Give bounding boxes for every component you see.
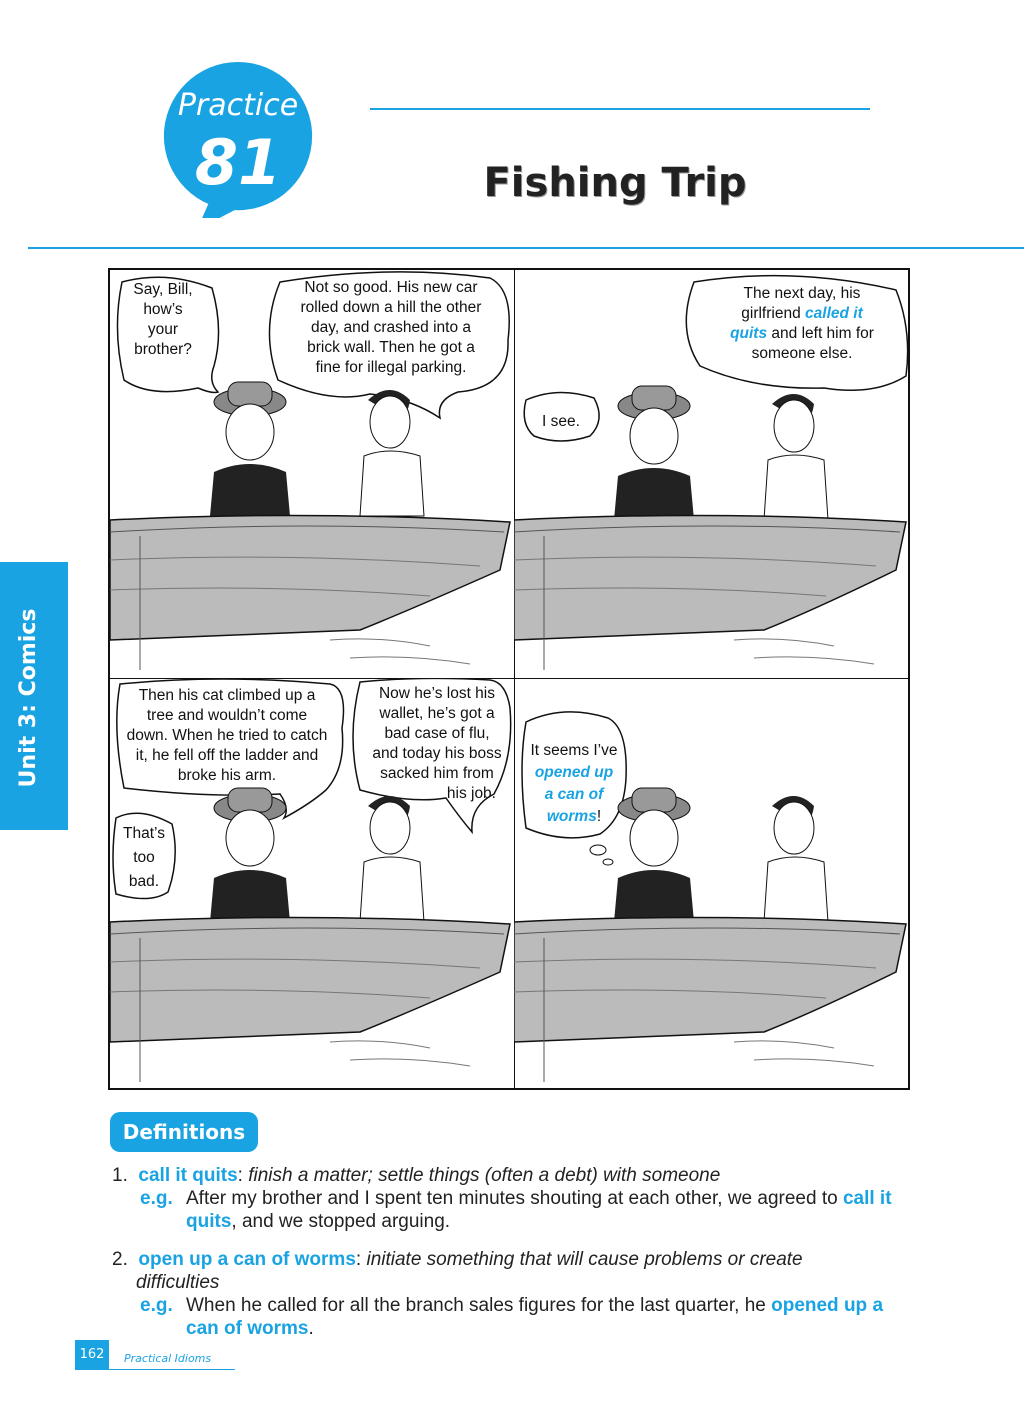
definition-1-meaning: finish a matter; settle things (often a debt) with someone <box>248 1165 721 1186</box>
book-title: Practical Idioms <box>124 1352 212 1365</box>
definition-2-example: e.g. When he called for all the branch sales figures for the last quarter, he opened up a can of worms. <box>140 1295 884 1339</box>
title-rule <box>370 108 870 110</box>
page-number: 162 <box>75 1340 109 1370</box>
definition-2-line: 2. open up a can of worms: initiate something that will cause problems or create <box>112 1249 803 1270</box>
thought-bubble-4: It seems I’ve opened up a can of worms! <box>530 742 618 825</box>
definition-2 <box>112 1248 918 1340</box>
speech-bubble-1a: Say, Bill, how’s your brother? <box>133 281 193 358</box>
comic-strip <box>108 268 910 1090</box>
header-rule <box>28 247 1024 249</box>
side-tab-label: Unit 3: Comics <box>16 608 41 788</box>
comic-panel-4 <box>514 678 910 1088</box>
definitions-heading: Definitions <box>110 1112 258 1152</box>
practice-label: Practice <box>177 88 299 123</box>
page-title: Fishing Trip <box>483 160 747 206</box>
speech-bubble-3a: Then his cat climbed up a tree and wouldn’t come down. When he tried to catch it, he fell off the ladder and broke his arm. <box>126 687 328 784</box>
definition-1-term: call it quits <box>138 1165 238 1186</box>
definition-1-line: 1. call it quits: finish a matter; settle things (often a debt) with someone <box>112 1165 721 1186</box>
definition-2-meaning-cont: difficulties <box>136 1272 220 1293</box>
practice-number: 81 <box>194 126 282 199</box>
definition-1-example: e.g. After my brother and I spent ten minutes shouting at each other, we agreed to call it quits, and we stopped arguing. <box>140 1188 892 1232</box>
definition-1 <box>112 1164 918 1233</box>
definition-2-meaning: initiate something that will cause problems or create <box>366 1249 803 1270</box>
speech-bubble-3b: Now he’s lost his wallet, he’s got a bad case of flu, and today his boss sacked him from his job. <box>372 685 502 802</box>
speech-bubble-1b: Not so good. His new car rolled down a hill the other day, and crashed into a brick wall. Then he got a fine for illegal parking. <box>300 279 482 376</box>
speech-bubble-2b: I see. <box>542 413 580 430</box>
speech-bubble-3c: That’s too bad. <box>123 825 165 890</box>
speech-bubble-2a: The next day, his girlfriend called it quits and left him for someone else. <box>730 285 874 362</box>
comic-panel-2 <box>514 270 910 679</box>
definition-2-term: open up a can of worms <box>138 1249 356 1270</box>
footer-rule <box>75 1369 235 1370</box>
comic-panel-3 <box>110 678 515 1088</box>
comic-panel-1 <box>110 270 515 679</box>
